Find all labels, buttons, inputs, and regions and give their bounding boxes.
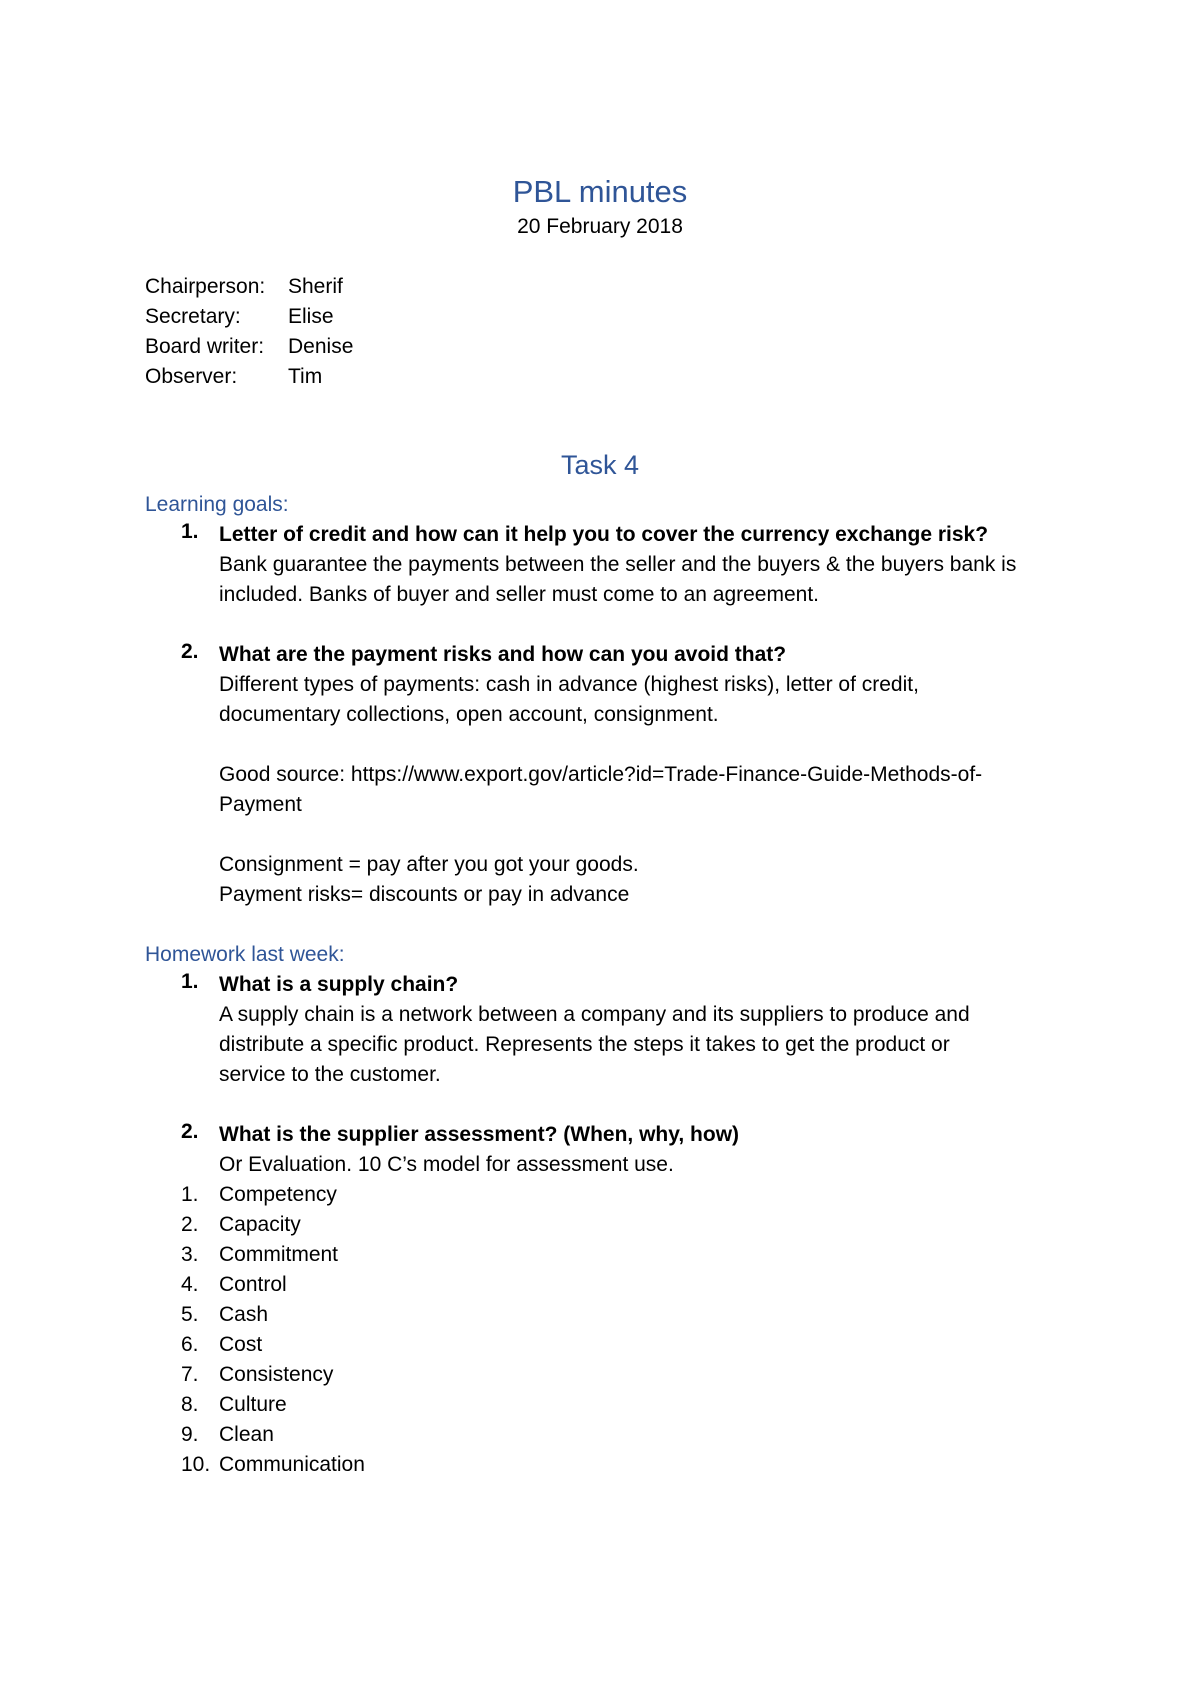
- item-answer-line: A supply chain is a network between a company and its suppliers to produce and: [219, 1003, 970, 1026]
- list-text: Culture: [219, 1393, 287, 1416]
- ten-cs-list: [145, 1180, 1085, 1480]
- homework-section: [145, 940, 1085, 1480]
- list-text: Cost: [219, 1333, 263, 1356]
- note-line: Payment risks= discounts or pay in advance: [219, 883, 630, 906]
- list-text: Commitment: [219, 1243, 339, 1266]
- role-name: Elise: [288, 305, 334, 328]
- role-row-chairperson: [145, 272, 353, 302]
- list-text: Capacity: [219, 1213, 301, 1236]
- source-line: Good source: https://www.export.gov/article?id=Trade-Finance-Guide-Methods-of-: [219, 763, 983, 786]
- list-number: 3.: [181, 1243, 199, 1266]
- list-item: [145, 1240, 1085, 1270]
- list-item: [145, 1330, 1085, 1360]
- list-number: 5.: [181, 1303, 199, 1326]
- item-answer-line: documentary collections, open account, consignment.: [219, 703, 719, 726]
- learning-goals-section: [145, 490, 1085, 910]
- list-number: 7.: [181, 1363, 199, 1386]
- list-item: [145, 1450, 1085, 1480]
- learning-goal-item: [145, 640, 1085, 910]
- learning-goals-heading: Learning goals:: [145, 493, 289, 516]
- list-number: 1.: [181, 1183, 199, 1206]
- role-label: Observer:: [145, 365, 238, 388]
- list-number: 2.: [181, 1213, 199, 1236]
- list-item: [145, 1180, 1085, 1210]
- list-number: 10.: [181, 1453, 211, 1476]
- list-item: [145, 1390, 1085, 1420]
- item-question: What is a supply chain?: [219, 973, 459, 996]
- homework-item: [145, 1120, 1085, 1180]
- role-label: Secretary:: [145, 305, 241, 328]
- learning-goal-item: [145, 520, 1085, 610]
- item-question: What is the supplier assessment? (When, why, how): [219, 1123, 740, 1146]
- note-line: Consignment = pay after you got your goods.: [219, 853, 639, 876]
- role-row-secretary: [145, 302, 353, 332]
- list-text: Communication: [219, 1453, 365, 1476]
- item-answer-line: Different types of payments: cash in advance (highest risks), letter of credit,: [219, 673, 919, 696]
- item-answer-line: Or Evaluation. 10 C’s model for assessment use.: [219, 1153, 674, 1176]
- role-row-board-writer: [145, 332, 353, 362]
- role-name: Sherif: [288, 275, 343, 298]
- item-answer-line: included. Banks of buyer and seller must come to an agreement.: [219, 583, 819, 606]
- meeting-date: 20 February 2018: [517, 215, 683, 238]
- item-question: Letter of credit and how can it help you to cover the currency exchange risk?: [219, 523, 989, 546]
- item-number: 1.: [181, 970, 199, 993]
- role-label: Chairperson:: [145, 275, 266, 298]
- list-number: 9.: [181, 1423, 199, 1446]
- homework-heading: Homework last week:: [145, 943, 345, 966]
- item-number: 2.: [181, 1120, 199, 1143]
- list-number: 6.: [181, 1333, 199, 1356]
- list-text: Cash: [219, 1303, 269, 1326]
- roles-table: [145, 272, 353, 392]
- list-item: [145, 1270, 1085, 1300]
- item-answer-line: distribute a specific product. Represents the steps it takes to get the product or: [219, 1033, 950, 1056]
- role-name: Tim: [288, 365, 323, 388]
- list-text: Clean: [219, 1423, 274, 1446]
- homework-item: [145, 970, 1085, 1090]
- list-number: 4.: [181, 1273, 199, 1296]
- item-number: 1.: [181, 520, 199, 543]
- role-label: Board writer:: [145, 335, 265, 358]
- list-item: [145, 1300, 1085, 1330]
- item-question: What are the payment risks and how can you avoid that?: [219, 643, 787, 666]
- list-item: [145, 1360, 1085, 1390]
- list-text: Consistency: [219, 1363, 334, 1386]
- task-title: Task 4: [560, 450, 640, 480]
- list-item: [145, 1210, 1085, 1240]
- item-answer-line: Bank guarantee the payments between the seller and the buyers & the buyers bank is: [219, 553, 1017, 576]
- page-title: PBL minutes: [512, 174, 688, 209]
- item-answer-line: service to the customer.: [219, 1063, 441, 1086]
- source-line: Payment: [219, 793, 302, 816]
- item-number: 2.: [181, 640, 199, 663]
- role-row-observer: [145, 362, 353, 392]
- list-number: 8.: [181, 1393, 199, 1416]
- list-text: Control: [219, 1273, 287, 1296]
- role-name: Denise: [288, 335, 354, 358]
- list-text: Competency: [219, 1183, 337, 1206]
- list-item: [145, 1420, 1085, 1450]
